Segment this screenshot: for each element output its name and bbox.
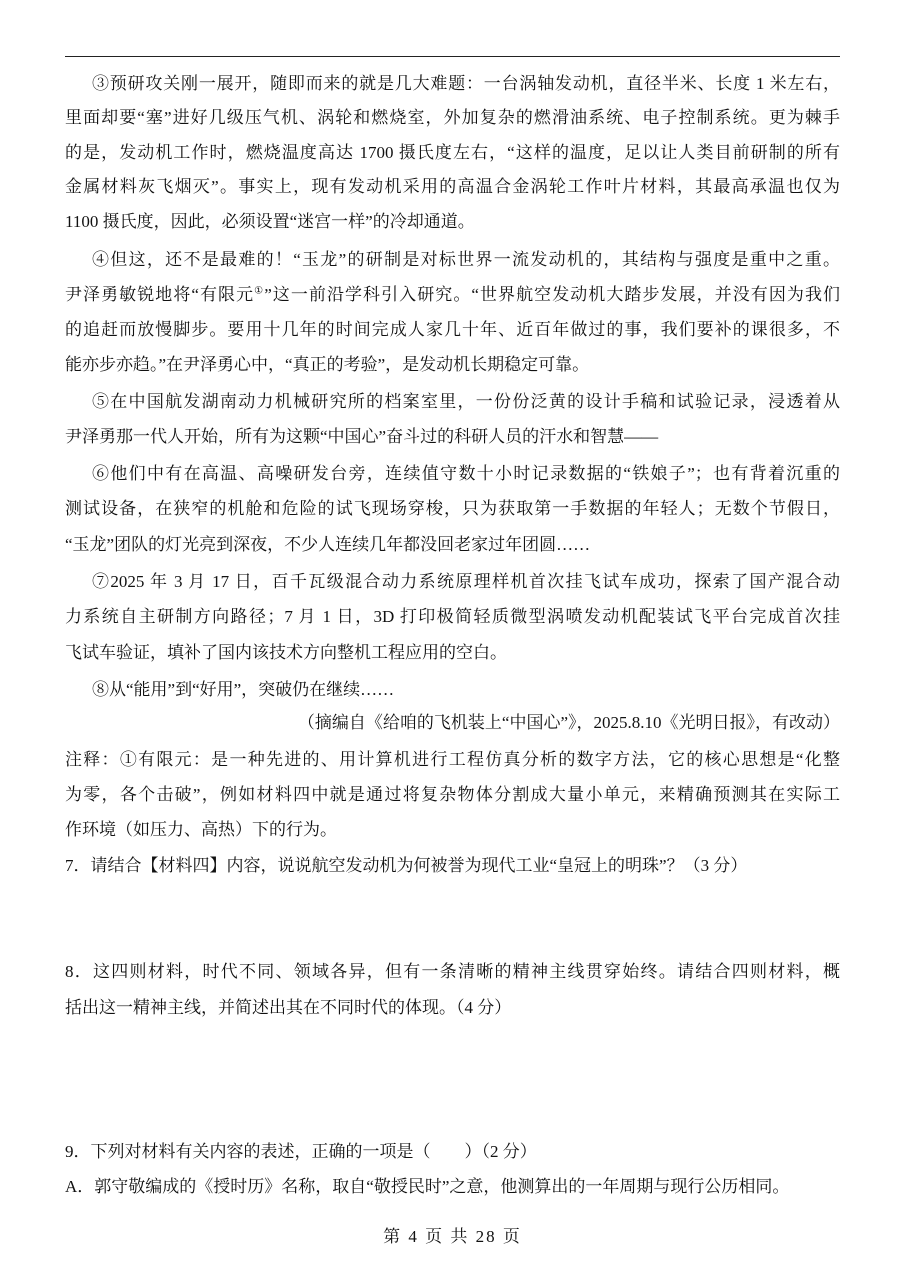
option-text: A．郭守敬编成的《授时历》名称，取自“敬授民时”之意，他测算出的一年周期与现行公历相同。 bbox=[65, 1177, 790, 1196]
question-text: 7．请结合【材料四】内容，说说航空发动机为何被誉为现代工业“皇冠上的明珠”？（3 分） bbox=[65, 856, 748, 875]
paragraph-line: 力系统自主研制方向路径；7 月 1 日，3D 打印极简轻质微型涡喷发动机配装试飞平台完成首次挂 bbox=[65, 607, 840, 627]
page-number: 第 4 页 共 28 页 bbox=[383, 1227, 522, 1246]
paragraph-4 bbox=[65, 242, 840, 382]
annotation-line: 注释：①有限元：是一种先进的、用计算机进行工程仿真分析的数字方法，它的核心思想是“化整 bbox=[65, 750, 840, 769]
paragraph-line: 的是，发动机工作时，燃烧温度高达 1700 摄氏度左右，“这样的温度，足以让人类目前研制的所有 bbox=[65, 142, 840, 162]
paragraph-line: ③预研攻关刚一展开，随即而来的就是几大难题：一台涡轴发动机，直径半米、长度 1 米左右， bbox=[92, 74, 840, 93]
annotation-line: 为零，各个击破”，例如材料四中就是通过将复杂物体分割成大量小单元，来精确预测其在实际工 bbox=[65, 785, 840, 804]
question-line: 括出这一精神主线，并简述出其在不同时代的体现。（4 分） bbox=[65, 998, 512, 1017]
paragraph-line: ⑥他们中有在高温、高噪研发台旁，连续值守数十小时记录数据的“铁娘子”；也有背着沉重的 bbox=[92, 464, 840, 483]
paragraph-line: ⑧从“能用”到“好用”，突破仍在继续…… bbox=[92, 680, 395, 699]
line-text: ”这一前沿学科引入研究。“世界航空发动机大踏步发展，并没有因为我们 bbox=[264, 285, 841, 304]
line-text: 尹泽勇敏锐地将“有限元 bbox=[65, 285, 255, 304]
footnote-mark: ① bbox=[254, 285, 265, 297]
paragraph-line: 1100 摄氏度，因此，必须设置“迷宫一样”的冷却通道。 bbox=[65, 211, 475, 231]
paragraph-line: ⑤在中国航发湖南动力机械研究所的档案室里，一份份泛黄的设计手稿和试验记录，浸透着从 bbox=[92, 392, 840, 411]
annotation bbox=[65, 742, 840, 847]
question-9 bbox=[65, 1134, 840, 1169]
paragraph-line: ④但这，还不是最难的！“玉龙”的研制是对标世界一流发动机的，其结构与强度是重中之重。 bbox=[92, 250, 840, 269]
paragraph-line: 测试设备，在狭窄的机舱和危险的试飞现场穿梭，只为获取第一手数据的年轻人；无数个节假日， bbox=[65, 499, 840, 519]
paragraph-line: 的追赶而放慢脚步。要用十几年的时间完成人家几十年、近百年做过的事，我们要补的课很多，不 bbox=[65, 320, 840, 339]
question-7 bbox=[65, 848, 840, 883]
paragraph-6 bbox=[65, 456, 840, 562]
paragraph-line: 金属材料灰飞烟灭”。事实上，现有发动机采用的高温合金涡轮工作叶片材料，其最高承温也仅为 bbox=[65, 177, 840, 197]
paragraph-line-with-footnote bbox=[65, 277, 840, 312]
paragraph-line: ⑦2025 年 3 月 17 日，百千瓦级混合动力系统原理样机首次挂飞试车成功，探索了国产混合动 bbox=[92, 572, 840, 591]
paragraph-line: 尹泽勇那一代人开始，所有为这颗“中国心”奋斗过的科研人员的汗水和智慧—— bbox=[65, 427, 659, 446]
question-8 bbox=[65, 954, 840, 1026]
paragraph-line: 能亦步亦趋。”在尹泽勇心中，“真正的考验”，是发动机长期稳定可靠。 bbox=[65, 355, 590, 374]
header-rule bbox=[65, 56, 840, 57]
source-citation: （摘编自《给咱的飞机装上“中国心”》，2025.8.10《光明日报》，有改动） bbox=[297, 713, 840, 732]
question-9-option-a bbox=[65, 1169, 840, 1204]
paragraph-7 bbox=[65, 564, 840, 670]
paragraph-line: “玉龙”团队的灯光亮到深夜，不少人连续几年都没回老家过年团圆…… bbox=[65, 534, 591, 554]
question-text: 9．下列对材料有关内容的表述，正确的一项是（ ）（2 分） bbox=[65, 1142, 537, 1161]
paragraph-line: 飞试车验证，填补了国内该技术方向整机工程应用的空白。 bbox=[65, 642, 507, 662]
annotation-line: 作环境（如压力、高热）下的行为。 bbox=[65, 820, 337, 839]
paragraph-5 bbox=[65, 384, 840, 454]
paragraph-line: 里面却要“塞”进好几级压气机、涡轮和燃烧室，外加复杂的燃滑油系统、电子控制系统。更为棘手 bbox=[65, 108, 840, 128]
paragraph-8 bbox=[65, 672, 840, 707]
paragraph-3 bbox=[65, 67, 840, 239]
question-line: 8．这四则材料，时代不同、领域各异，但有一条清晰的精神主线贯穿始终。请结合四则材料，概 bbox=[65, 962, 840, 981]
